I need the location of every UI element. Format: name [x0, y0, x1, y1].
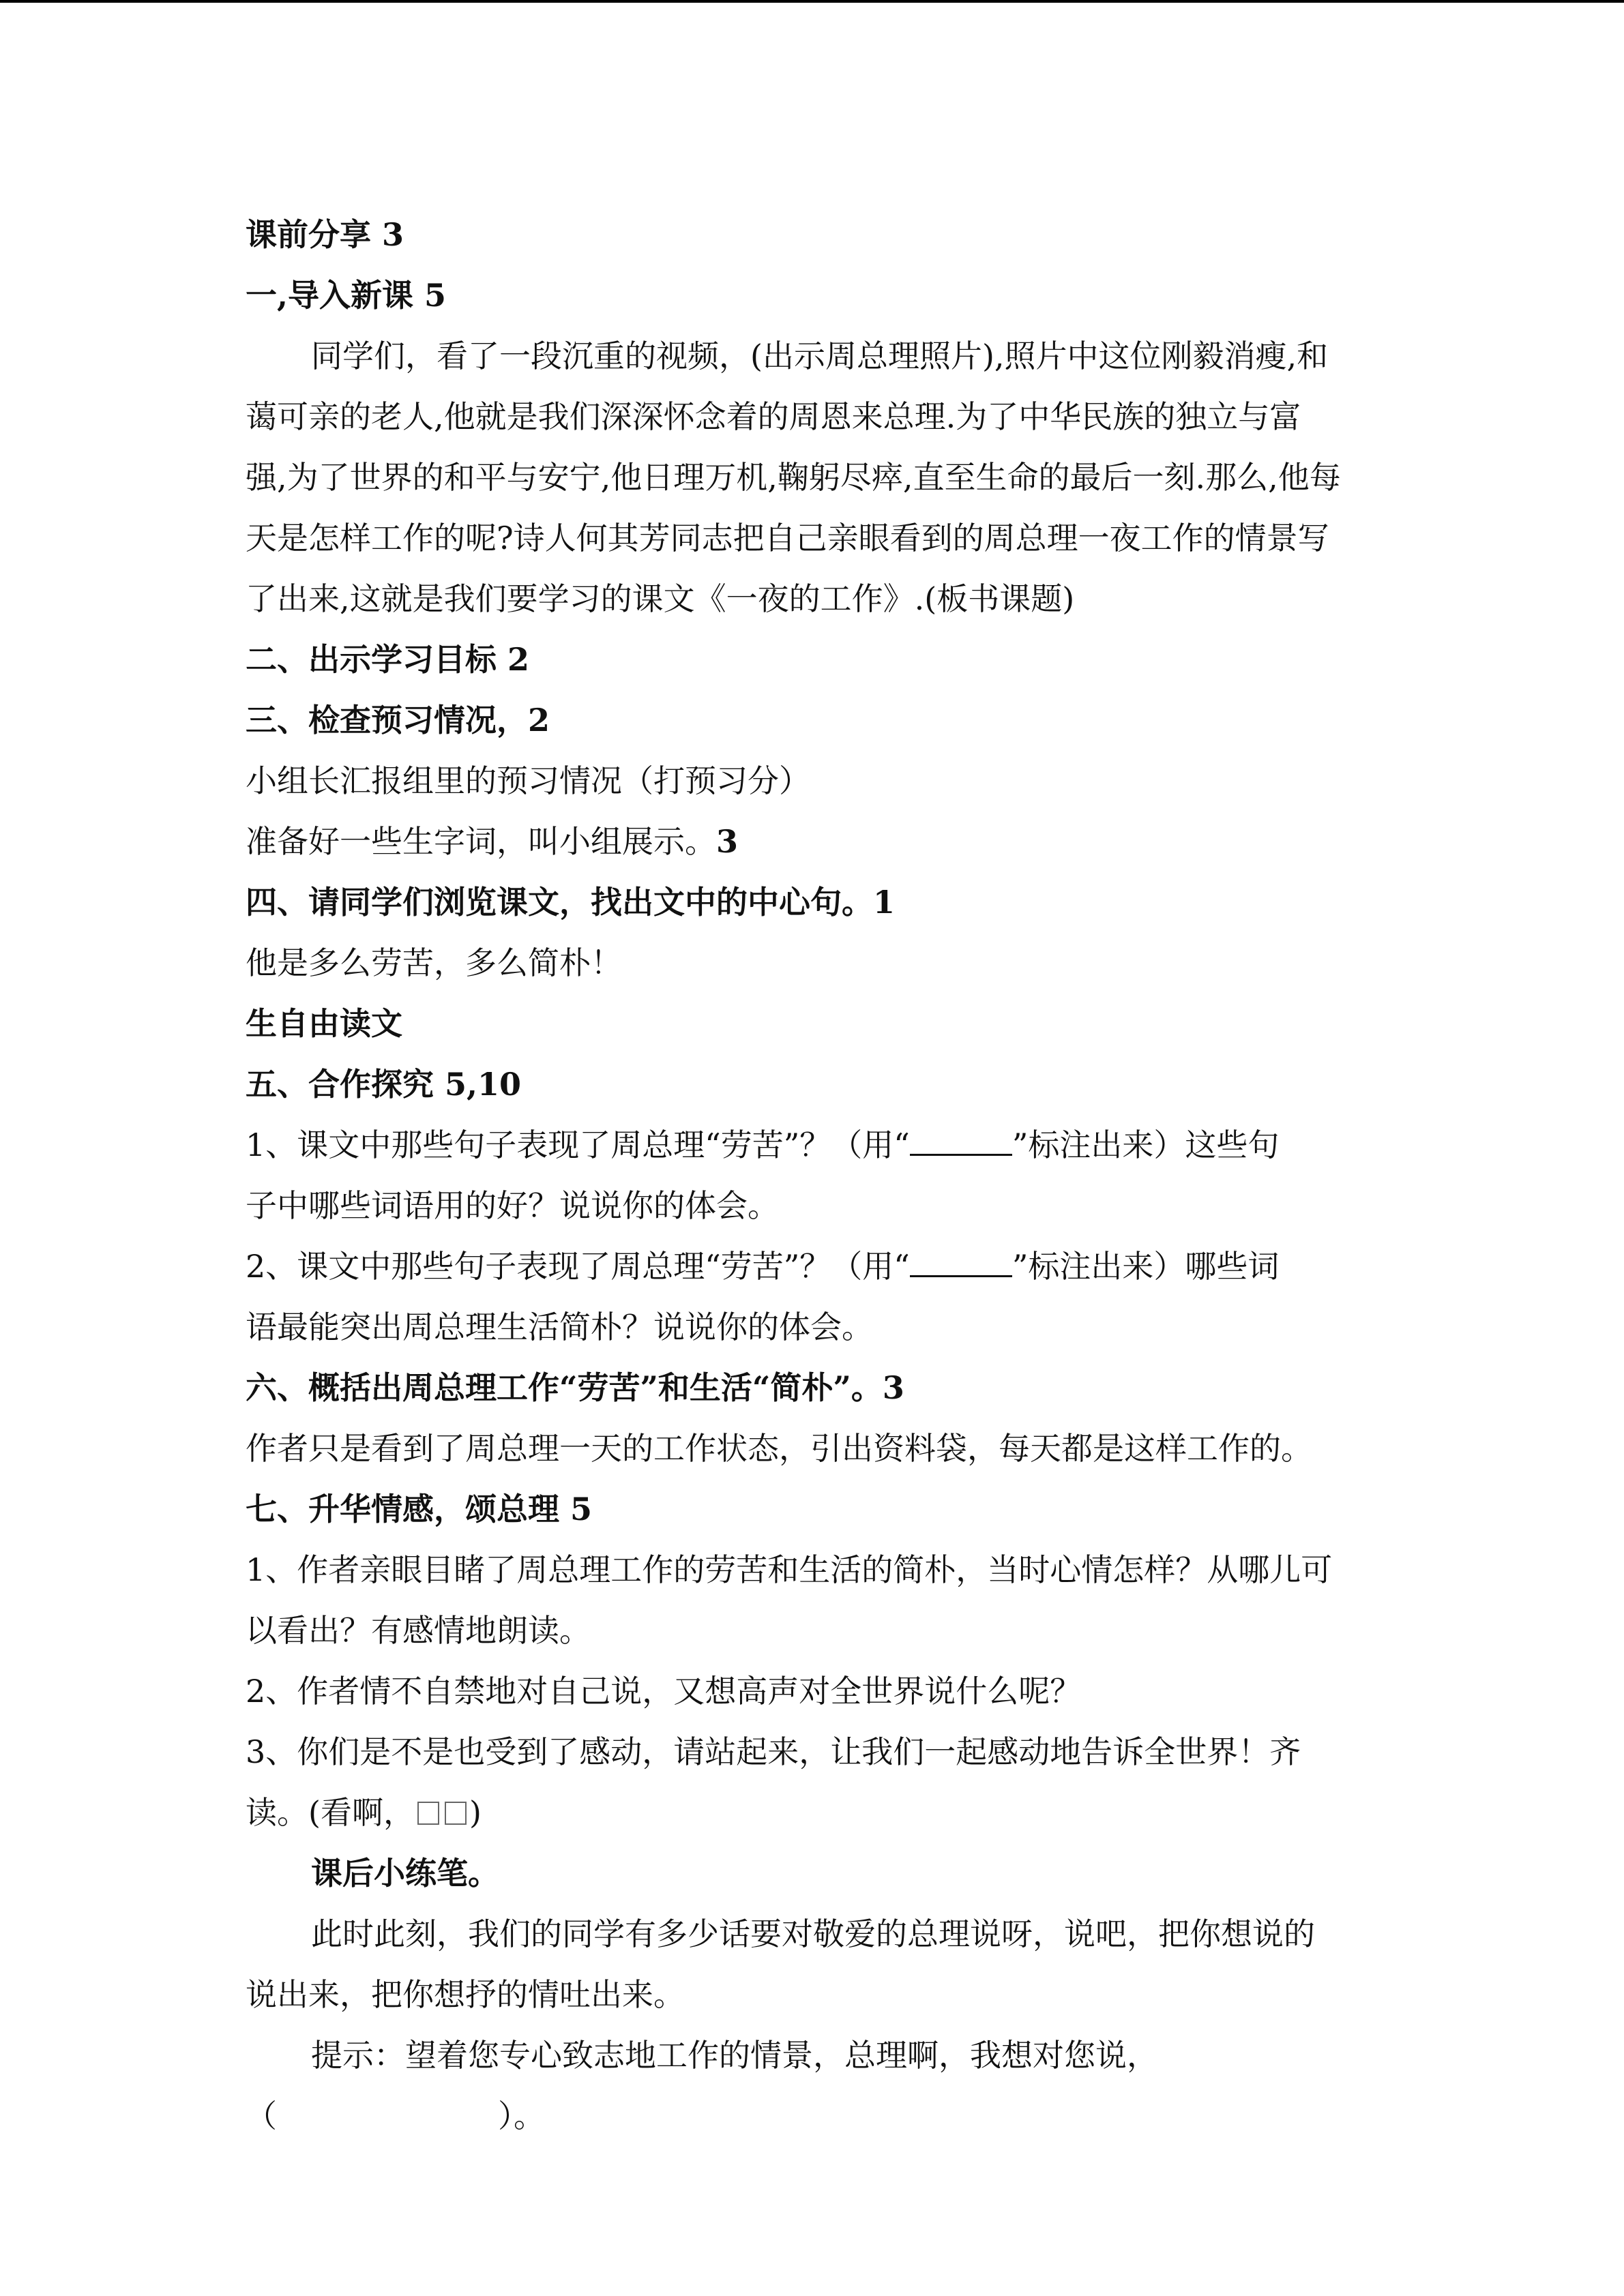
section-7-heading: 七、升华情感，颂总理 5	[246, 1491, 593, 1527]
text-run: ”标注出来）哪些词	[1012, 1248, 1280, 1285]
paragraph-line	[246, 811, 1378, 872]
paragraph-line: 此时此刻，我们的同学有多少话要对敬爱的总理说呀，说吧，把你想说的	[311, 1915, 1315, 1952]
section-5-heading: 五、合作探究 5,10	[246, 1066, 522, 1103]
section-6-heading: 六、概括出周总理工作“劳苦”和生活“简朴”。3	[246, 1369, 904, 1406]
underline-blank	[910, 1127, 1012, 1156]
question-line	[246, 1115, 1378, 1176]
paragraph-line: 了出来,这就是我们要学习的课文《一夜的工作》.(板书课题)	[246, 580, 1075, 617]
paragraph-line: 1、作者亲眼目睹了周总理工作的劳苦和生活的简朴，当时心情怎样？从哪儿可	[246, 1551, 1333, 1588]
text-run: （	[246, 2098, 277, 2134]
text-run: 1、课文中那些句子表现了周总理“劳苦”？（用“	[246, 1127, 910, 1163]
paragraph-line: 语最能突出周总理生活简朴？说说你的体会。	[246, 1309, 873, 1345]
hint-line: 提示：望着您专心致志地工作的情景，总理啊，我想对您说，	[311, 2037, 1158, 2074]
text-run: 准备好一些生字词，叫小组展示。	[246, 823, 716, 860]
section-4-heading: 四、请同学们浏览课文，找出文中的中心句。1	[246, 884, 896, 921]
paragraph-line: 作者只是看到了周总理一天的工作状态，引出资料袋，每天都是这样工作的。	[246, 1430, 1312, 1467]
section-pre-class-share: 课前分享 3	[246, 216, 404, 253]
paragraph-line: 蔼可亲的老人,他就是我们深深怀念着的周恩来总理.为了中华民族的独立与富	[246, 398, 1301, 435]
paragraph-line: 说出来，把你想抒的情吐出来。	[246, 1976, 685, 2013]
after-class-exercise-heading: 课后小练笔。	[311, 1855, 499, 1892]
section-1-heading: 一,导入新课 5	[246, 277, 447, 314]
central-sentence: 他是多么劳苦，多么简朴！	[246, 944, 622, 981]
paragraph-line: 3、你们是不是也受到了感动，请站起来，让我们一起感动地告诉全世界！齐	[246, 1733, 1301, 1770]
answer-blank-line	[246, 2086, 1378, 2147]
missing-glyph-box	[445, 1802, 467, 1825]
text-run: 2、课文中那些句子表现了周总理“劳苦”？（用“	[246, 1248, 910, 1285]
reading-heading: 生自由读文	[246, 1005, 402, 1042]
missing-glyph-box	[417, 1802, 439, 1825]
text-run: )	[469, 1794, 482, 1831]
text-run: ”标注出来）这些句	[1012, 1127, 1280, 1163]
text-run: 读。(看啊，	[246, 1794, 415, 1831]
paragraph-line: 天是怎样工作的呢?诗人何其芳同志把自己亲眼看到的周总理一夜工作的情景写	[246, 520, 1329, 556]
paragraph-line: 同学们，看了一段沉重的视频，(出示周总理照片),照片中这位刚毅消瘦,和	[311, 338, 1329, 374]
paragraph-line: 小组长汇报组里的预习情况（打预习分）	[246, 762, 810, 799]
paragraph-line: 以看出？有感情地朗读。	[246, 1612, 591, 1649]
top-border-line	[0, 0, 1624, 3]
section-2-heading: 二、出示学习目标 2	[246, 641, 530, 678]
paragraph-line: 强,为了世界的和平与安宁,他日理万机,鞠躬尽瘁,直至生命的最后一刻.那么,他每	[246, 459, 1341, 496]
section-3-heading: 三、检查预习情况，2	[246, 702, 550, 739]
paragraph-line: 2、作者情不自禁地对自己说，又想高声对全世界说什么呢？	[246, 1673, 1082, 1710]
paragraph-line: 子中哪些词语用的好？说说你的体会。	[246, 1187, 779, 1224]
time-marker: 3	[716, 823, 739, 860]
question-line	[246, 1236, 1378, 1297]
text-run: ）。	[498, 2098, 545, 2134]
underline-blank	[910, 1248, 1012, 1277]
paragraph-line	[246, 1783, 1378, 1843]
document-page	[246, 205, 1378, 2147]
